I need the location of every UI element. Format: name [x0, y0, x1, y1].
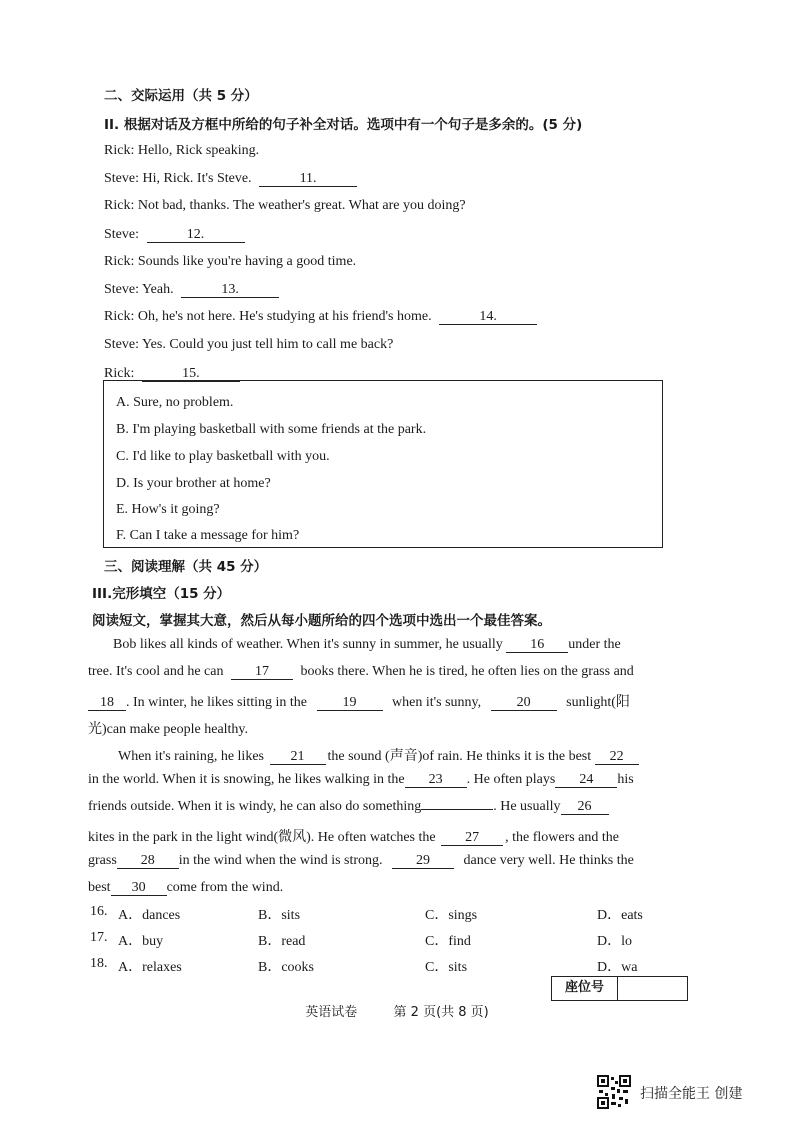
- dialogue-line: Steve: Yes. Could you just tell him to call me back?: [104, 337, 394, 352]
- dialogue-line: Rick: Not bad, thanks. The weather's great. What are you doing?: [104, 198, 466, 213]
- option-item: E. How's it going?: [116, 502, 220, 517]
- choice-a[interactable]: A．relaxes: [118, 960, 182, 975]
- answer-blank[interactable]: 14.: [439, 310, 537, 325]
- choice-d[interactable]: D．eats: [597, 908, 643, 923]
- question-number: 17.: [90, 930, 108, 945]
- choice-b[interactable]: B．read: [258, 934, 306, 949]
- dialogue-line: Steve: Hi, Rick. It's Steve. 11.: [104, 171, 357, 187]
- dialogue-line: Steve: Yeah. 13.: [104, 282, 279, 298]
- choice-a[interactable]: A．dances: [118, 908, 181, 923]
- options-box: [103, 380, 663, 548]
- footer-subject: 英语试卷: [305, 1005, 358, 1020]
- answer-blank[interactable]: 11.: [259, 172, 357, 187]
- option-item: B. I'm playing basketball with some friends at the park.: [116, 422, 427, 437]
- choice-b[interactable]: B．sits: [258, 908, 301, 923]
- passage-line: best 30 come from the wind.: [88, 880, 284, 895]
- watermark-text: 扫描全能王 创建: [640, 1086, 743, 1102]
- choice-d[interactable]: D．lo: [597, 934, 632, 949]
- cloze-blank[interactable]: 16: [506, 638, 568, 653]
- section3-subheading: III.完形填空（15 分）: [92, 586, 231, 602]
- passage-line: 光)can make people healthy.: [88, 722, 249, 737]
- answer-blank[interactable]: 15.: [142, 367, 240, 382]
- answer-blank[interactable]: 12.: [147, 228, 245, 243]
- seat-number-box: [551, 976, 688, 1001]
- question-number: 18.: [90, 956, 108, 971]
- choice-a[interactable]: A．buy: [118, 934, 164, 949]
- dialogue-line: Rick: Hello, Rick speaking.: [104, 143, 260, 158]
- passage-line: 18 . In winter, he likes sitting in the 19 when it's sunny, 20 sunlight(阳: [88, 691, 630, 711]
- section2-heading: 二、交际运用（共 5 分）: [104, 88, 258, 104]
- cloze-blank[interactable]: 27: [441, 831, 503, 846]
- cloze-blank[interactable]: 24: [555, 773, 617, 788]
- cloze-blank[interactable]: 20: [491, 696, 557, 711]
- cloze-blank[interactable]: 22: [595, 750, 639, 765]
- page-footer: [0, 1001, 794, 1020]
- dialogue-line: Rick: 15.: [104, 366, 240, 382]
- choice-d[interactable]: D．wa: [597, 960, 638, 975]
- question-number: 16.: [90, 904, 108, 919]
- passage-line: Bob likes all kinds of weather. When it's sunny in summer, he usually 16 under the: [113, 637, 621, 652]
- cloze-blank[interactable]: 23: [405, 773, 467, 788]
- option-item: A. Sure, no problem.: [116, 395, 234, 410]
- qr-code-icon: [597, 1075, 631, 1109]
- cloze-passage: [88, 637, 664, 897]
- cloze-blank[interactable]: 17: [231, 665, 293, 680]
- dialogue-line: Rick: Sounds like you're having a good time.: [104, 254, 357, 269]
- option-item: F. Can I take a message for him?: [116, 528, 300, 543]
- section3-heading: 三、阅读理解（共 45 分）: [104, 559, 268, 575]
- choice-c[interactable]: C．sits: [425, 960, 468, 975]
- choice-b[interactable]: B．cooks: [258, 960, 314, 975]
- dialogue-line: Rick: Oh, he's not here. He's studying at his friend's home. 14.: [104, 309, 537, 325]
- section2-instruction: II. 根据对话及方框中所给的句子补全对话。选项中有一个句子是多余的。(5 分): [104, 117, 583, 133]
- answer-blank[interactable]: 13.: [181, 283, 279, 298]
- option-item: D. Is your brother at home?: [116, 476, 271, 491]
- passage-line: grass 28 in the wind when the wind is strong. 29 dance very well. He thinks the: [88, 853, 634, 868]
- choice-c[interactable]: C．sings: [425, 908, 478, 923]
- cloze-blank[interactable]: 19: [317, 696, 383, 711]
- footer-page-number: 第 2 页(共 8 页): [393, 1005, 489, 1020]
- cloze-blank[interactable]: 26: [561, 800, 609, 815]
- seat-number-field[interactable]: [620, 977, 687, 1000]
- passage-line: tree. It's cool and he can 17 books there. When he is tired, he often lies on the grass and: [88, 664, 634, 679]
- cloze-blank[interactable]: 29: [392, 854, 454, 869]
- seat-number-label: 座位号: [552, 977, 618, 1000]
- cloze-blank[interactable]: [421, 809, 493, 810]
- cloze-blank[interactable]: 21: [270, 750, 326, 765]
- choice-c[interactable]: C．find: [425, 934, 471, 949]
- cloze-blank[interactable]: 18: [88, 696, 126, 711]
- cloze-blank[interactable]: 30: [111, 881, 167, 896]
- passage-line: kites in the park in the light wind(微风). He often watches the 27 , the flowers and the: [88, 830, 620, 845]
- passage-line: When it's raining, he likes 21 the sound (声音)of rain. He thinks it is the best 22: [118, 745, 639, 765]
- passage-line: friends outside. When it is windy, he can also do something . He usually 26: [88, 799, 609, 815]
- option-item: C. I'd like to play basketball with you.: [116, 449, 330, 464]
- passage-line: in the world. When it is snowing, he likes walking in the 23 . He often plays 24 his: [88, 772, 634, 787]
- section3-instruction: 阅读短文，掌握其大意，然后从每小题所给的四个选项中选出一个最佳答案。: [92, 613, 551, 629]
- dialogue-line: Steve: 12.: [104, 227, 245, 243]
- cloze-blank[interactable]: 28: [117, 854, 179, 869]
